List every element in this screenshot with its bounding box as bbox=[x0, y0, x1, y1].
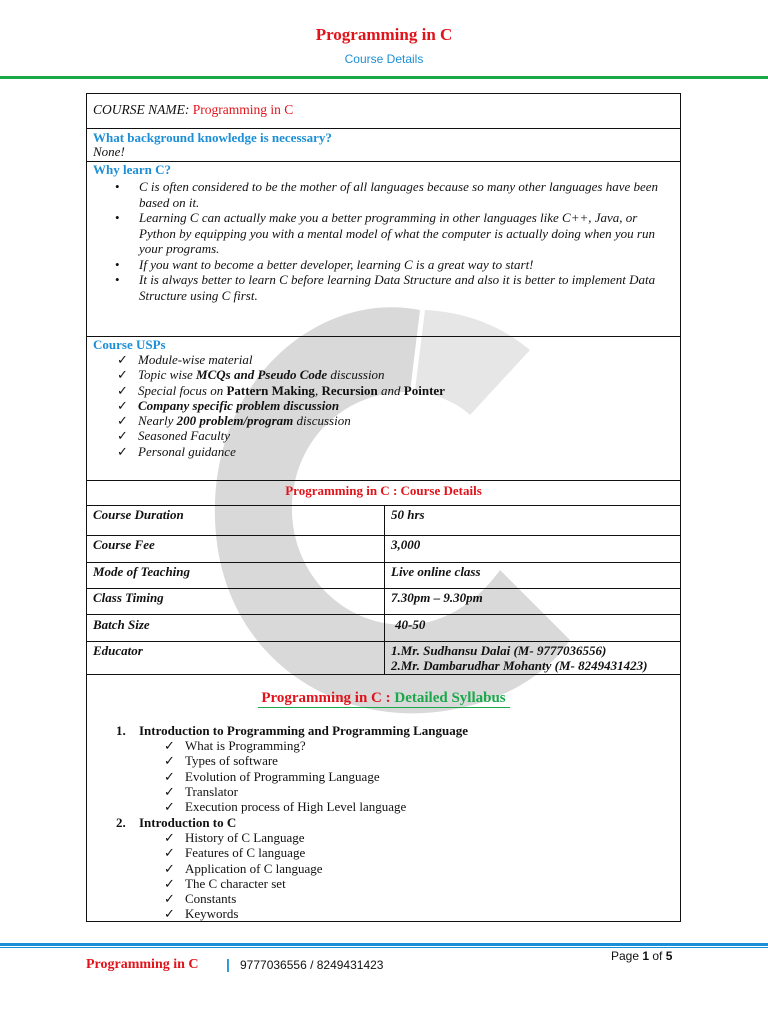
list-item: • It is always better to learn C before learning Data Structure and also it is better to implement Data Structure using C first. bbox=[115, 272, 656, 303]
page-number: Page 1 of 5 bbox=[611, 949, 673, 963]
list-item: ✓ Execution process of High Level language bbox=[164, 799, 407, 815]
check-icon: ✓ bbox=[164, 875, 175, 891]
footer-title: Programming in C bbox=[86, 957, 199, 972]
detail-value: 7.30pm – 9.30pm bbox=[391, 590, 483, 605]
check-icon: ✓ bbox=[164, 738, 175, 753]
check-icon: ✓ bbox=[117, 352, 128, 367]
usps-heading: Course USPs bbox=[93, 337, 166, 352]
course-name-value: Programming in C bbox=[192, 102, 294, 117]
check-icon: ✓ bbox=[164, 799, 175, 815]
detail-label: Batch Size bbox=[93, 617, 150, 632]
list-item: ✓ Special focus on Pattern Making, Recursion and Pointer bbox=[117, 382, 445, 398]
list-item: ✓ Company specific problem discussion bbox=[117, 397, 340, 413]
list-item: ✓ Constants bbox=[164, 891, 237, 907]
list-item: ✓ Nearly 200 problem/program discussion bbox=[117, 413, 351, 429]
check-icon: ✓ bbox=[164, 845, 175, 861]
module-topics bbox=[164, 830, 644, 922]
why-learn-list bbox=[115, 179, 675, 303]
detail-label: Mode of Teaching bbox=[93, 564, 191, 579]
check-icon: ✓ bbox=[117, 367, 128, 383]
row-divider bbox=[86, 480, 681, 481]
list-item: ✓ Personal guidance bbox=[117, 443, 236, 459]
check-icon: ✓ bbox=[164, 830, 175, 845]
why-learn-heading: Why learn C? bbox=[93, 162, 171, 177]
list-item: ✓ What is Programming? bbox=[164, 738, 306, 753]
footer-phones: 9777036556 / 8249431423 bbox=[240, 958, 384, 972]
detail-value: 40-50 bbox=[395, 617, 426, 632]
usps-list bbox=[117, 352, 657, 459]
footer-separator: | bbox=[226, 956, 230, 972]
check-icon: ✓ bbox=[117, 443, 128, 459]
check-icon: ✓ bbox=[117, 397, 128, 413]
syllabus-title-underline bbox=[258, 707, 510, 708]
module-number: 2. bbox=[116, 815, 126, 830]
list-item: ✓ Application of C language bbox=[164, 860, 323, 876]
check-icon: ✓ bbox=[164, 753, 175, 769]
course-name-label: COURSE NAME: bbox=[93, 102, 190, 117]
row-divider bbox=[86, 161, 681, 162]
module-topics bbox=[164, 738, 644, 814]
list-item: ✓ Module-wise material bbox=[117, 352, 253, 367]
list-item: • C is often considered to be the mother of all languages because so many other languages have been based on it. bbox=[115, 179, 659, 210]
list-item: ✓ The C character set bbox=[164, 875, 286, 891]
footer-divider bbox=[0, 943, 768, 946]
module-number: 1. bbox=[116, 723, 126, 738]
list-item: ✓ Evolution of Programming Language bbox=[164, 768, 380, 784]
details-heading: Programming in C : Course Details bbox=[285, 483, 482, 498]
detail-label: Course Fee bbox=[93, 537, 155, 552]
list-item: ✓ Types of software bbox=[164, 753, 278, 769]
list-item: ✓ Keywords bbox=[164, 906, 239, 922]
row-divider bbox=[86, 674, 681, 675]
row-divider bbox=[86, 128, 681, 129]
background-answer: None! bbox=[93, 144, 125, 159]
detail-value: 2.Mr. Dambarudhar Mohanty (M- 8249431423) bbox=[391, 658, 648, 673]
syllabus-title: Programming in C : Detailed Syllabus bbox=[261, 690, 506, 706]
list-item: ✓ Topic wise MCQs and Pseudo Code discussion bbox=[117, 367, 385, 383]
detail-label: Course Duration bbox=[93, 507, 184, 522]
check-icon: ✓ bbox=[164, 891, 175, 907]
module-title: Introduction to Programming and Programming Language bbox=[139, 723, 468, 738]
detail-value: 1.Mr. Sudhansu Dalai (M- 9777036556) bbox=[391, 643, 607, 658]
list-item: ✓ History of C Language bbox=[164, 830, 305, 845]
list-item: ✓ Features of C language bbox=[164, 845, 306, 861]
check-icon: ✓ bbox=[117, 382, 128, 398]
check-icon: ✓ bbox=[164, 906, 175, 922]
document-subtitle: Course Details bbox=[344, 52, 424, 66]
list-item: ✓ Seasoned Faculty bbox=[117, 428, 231, 444]
detail-value: Live online class bbox=[391, 564, 481, 579]
check-icon: ✓ bbox=[117, 413, 128, 429]
check-icon: ✓ bbox=[117, 428, 128, 444]
check-icon: ✓ bbox=[164, 783, 175, 799]
background-question: What background knowledge is necessary? bbox=[93, 130, 332, 145]
list-item: • If you want to become a better developer, learning C is a great way to start! bbox=[115, 256, 534, 272]
column-divider bbox=[384, 505, 385, 674]
list-item: ✓ Translator bbox=[164, 783, 238, 799]
detail-label: Educator bbox=[93, 643, 143, 658]
detail-value: 50 hrs bbox=[391, 507, 425, 522]
detail-label: Class Timing bbox=[93, 590, 164, 605]
header-divider bbox=[0, 76, 768, 79]
check-icon: ✓ bbox=[164, 860, 175, 876]
course-name-row bbox=[93, 102, 293, 118]
row-divider bbox=[86, 336, 681, 337]
check-icon: ✓ bbox=[164, 768, 175, 784]
document-title: Programming in C bbox=[315, 25, 453, 44]
module-title: Introduction to C bbox=[139, 815, 237, 830]
list-item: • Learning C can actually make you a better programming in other languages like C++, Java, or Python by equipping you with a mental model of what the computer is actually doing when you run your programs. bbox=[115, 210, 655, 256]
detail-value: 3,000 bbox=[391, 537, 421, 552]
footer-divider-thin bbox=[0, 947, 768, 948]
